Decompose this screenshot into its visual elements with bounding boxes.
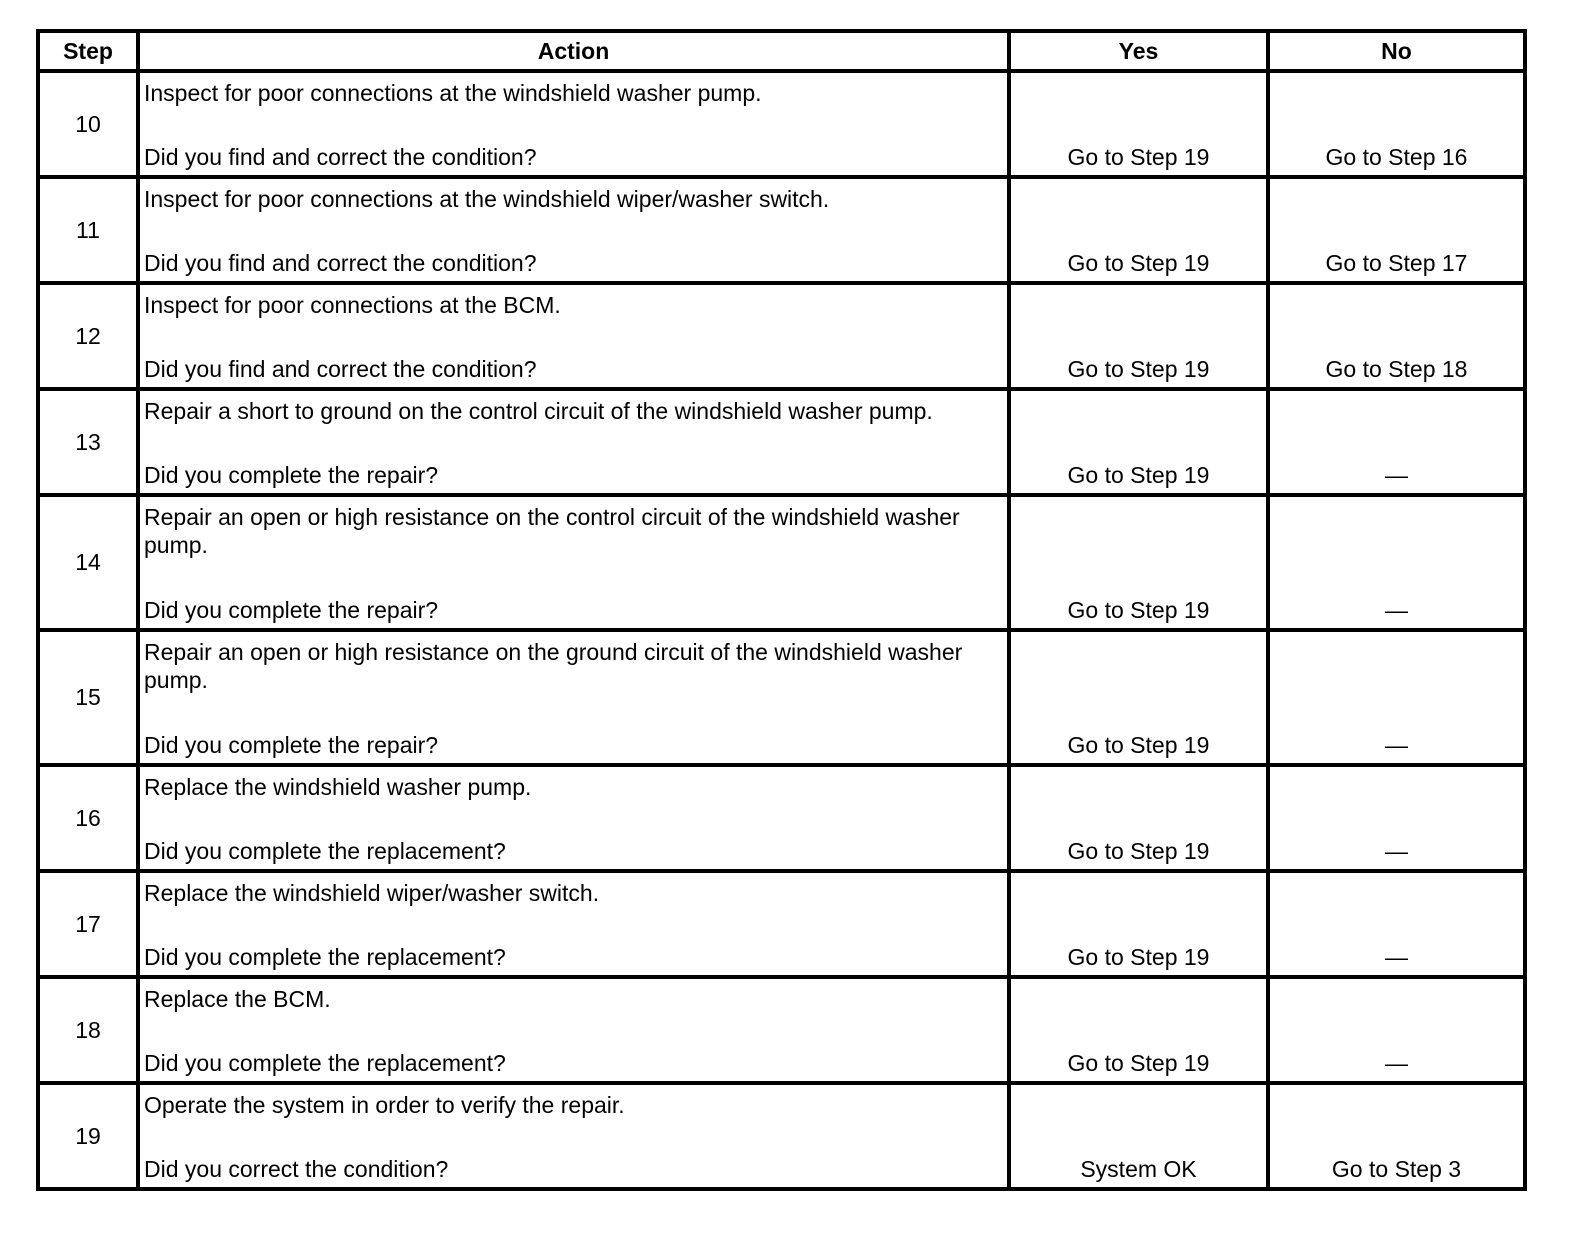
no-cell — [1268, 871, 1525, 977]
table-row — [38, 177, 1525, 283]
table-row — [38, 765, 1525, 871]
no-result: Go to Step 18 — [1325, 356, 1468, 382]
yes-result: System OK — [1080, 1156, 1197, 1182]
action-question: Did you find and correct the condition? — [144, 250, 537, 276]
no-result: — — [1385, 944, 1408, 970]
action-text: Inspect for poor connections at the windshield wiper/washer switch. — [144, 186, 830, 212]
yes-cell — [1009, 630, 1268, 765]
step-number: 13 — [38, 389, 138, 495]
no-result: — — [1385, 1050, 1408, 1076]
no-result: Go to Step 16 — [1325, 144, 1468, 170]
yes-result: Go to Step 19 — [1067, 944, 1210, 970]
action-cell — [138, 283, 1009, 389]
no-result: Go to Step 3 — [1331, 1156, 1462, 1182]
no-result: — — [1385, 732, 1408, 758]
action-cell — [138, 389, 1009, 495]
step-number: 18 — [38, 977, 138, 1083]
action-cell — [138, 177, 1009, 283]
action-question: Did you correct the condition? — [144, 1156, 449, 1182]
action-cell — [138, 495, 1009, 630]
action-text: Inspect for poor connections at the BCM. — [144, 292, 561, 318]
action-text: Replace the windshield wiper/washer switch. — [144, 880, 600, 906]
no-cell — [1268, 389, 1525, 495]
header-yes: Yes — [1009, 31, 1268, 71]
table-row — [38, 71, 1525, 177]
action-question: Did you find and correct the condition? — [144, 144, 537, 170]
diagnostic-table — [36, 29, 1527, 1191]
table-row — [38, 871, 1525, 977]
yes-cell — [1009, 495, 1268, 630]
no-result: — — [1385, 838, 1408, 864]
header-no: No — [1268, 31, 1525, 71]
yes-result: Go to Step 19 — [1067, 1050, 1210, 1076]
step-number: 10 — [38, 71, 138, 177]
table-row — [38, 389, 1525, 495]
action-text: Repair an open or high resistance on the ground circuit of the windshield washer pump. — [144, 639, 963, 693]
step-number: 14 — [38, 495, 138, 630]
yes-cell — [1009, 871, 1268, 977]
action-cell — [138, 630, 1009, 765]
action-cell — [138, 1083, 1009, 1189]
action-cell — [138, 977, 1009, 1083]
action-question: Did you complete the repair? — [144, 732, 439, 758]
action-question: Did you complete the replacement? — [144, 944, 506, 970]
action-cell — [138, 71, 1009, 177]
yes-result: Go to Step 19 — [1067, 597, 1210, 623]
table-row — [38, 630, 1525, 765]
step-number: 11 — [38, 177, 138, 283]
action-question: Did you complete the repair? — [144, 462, 439, 488]
no-cell — [1268, 765, 1525, 871]
action-cell — [138, 765, 1009, 871]
header-row — [38, 31, 1525, 71]
yes-cell — [1009, 765, 1268, 871]
yes-result: Go to Step 19 — [1067, 838, 1210, 864]
action-text: Replace the windshield washer pump. — [144, 774, 532, 800]
table-row — [38, 1083, 1525, 1189]
step-number: 16 — [38, 765, 138, 871]
yes-cell — [1009, 977, 1268, 1083]
yes-cell — [1009, 283, 1268, 389]
yes-result: Go to Step 19 — [1067, 732, 1210, 758]
action-text: Inspect for poor connections at the windshield washer pump. — [144, 80, 762, 106]
step-number: 17 — [38, 871, 138, 977]
action-cell — [138, 871, 1009, 977]
step-number: 12 — [38, 283, 138, 389]
no-cell — [1268, 283, 1525, 389]
yes-result: Go to Step 19 — [1067, 356, 1210, 382]
action-question: Did you complete the repair? — [144, 597, 439, 623]
action-text: Repair an open or high resistance on the control circuit of the windshield washer pump. — [144, 504, 960, 558]
yes-cell — [1009, 177, 1268, 283]
step-number: 15 — [38, 630, 138, 765]
table-row — [38, 495, 1525, 630]
table-row — [38, 283, 1525, 389]
table-row — [38, 977, 1525, 1083]
no-cell — [1268, 71, 1525, 177]
yes-result: Go to Step 19 — [1067, 144, 1210, 170]
no-result: — — [1385, 462, 1408, 488]
action-text: Operate the system in order to verify the repair. — [144, 1092, 625, 1118]
no-cell — [1268, 630, 1525, 765]
no-result: Go to Step 17 — [1325, 250, 1468, 276]
header-action: Action — [138, 31, 1009, 71]
action-text: Repair a short to ground on the control circuit of the windshield washer pump. — [144, 398, 933, 424]
action-question: Did you complete the replacement? — [144, 1050, 506, 1076]
action-text: Replace the BCM. — [144, 986, 331, 1012]
no-cell — [1268, 177, 1525, 283]
no-cell — [1268, 977, 1525, 1083]
yes-cell — [1009, 389, 1268, 495]
action-question: Did you find and correct the condition? — [144, 356, 537, 382]
action-question: Did you complete the replacement? — [144, 838, 506, 864]
no-cell — [1268, 495, 1525, 630]
header-step: Step — [38, 31, 138, 71]
yes-cell — [1009, 1083, 1268, 1189]
yes-result: Go to Step 19 — [1067, 250, 1210, 276]
no-cell — [1268, 1083, 1525, 1189]
yes-cell — [1009, 71, 1268, 177]
step-number: 19 — [38, 1083, 138, 1189]
no-result: — — [1385, 597, 1408, 623]
yes-result: Go to Step 19 — [1067, 462, 1210, 488]
